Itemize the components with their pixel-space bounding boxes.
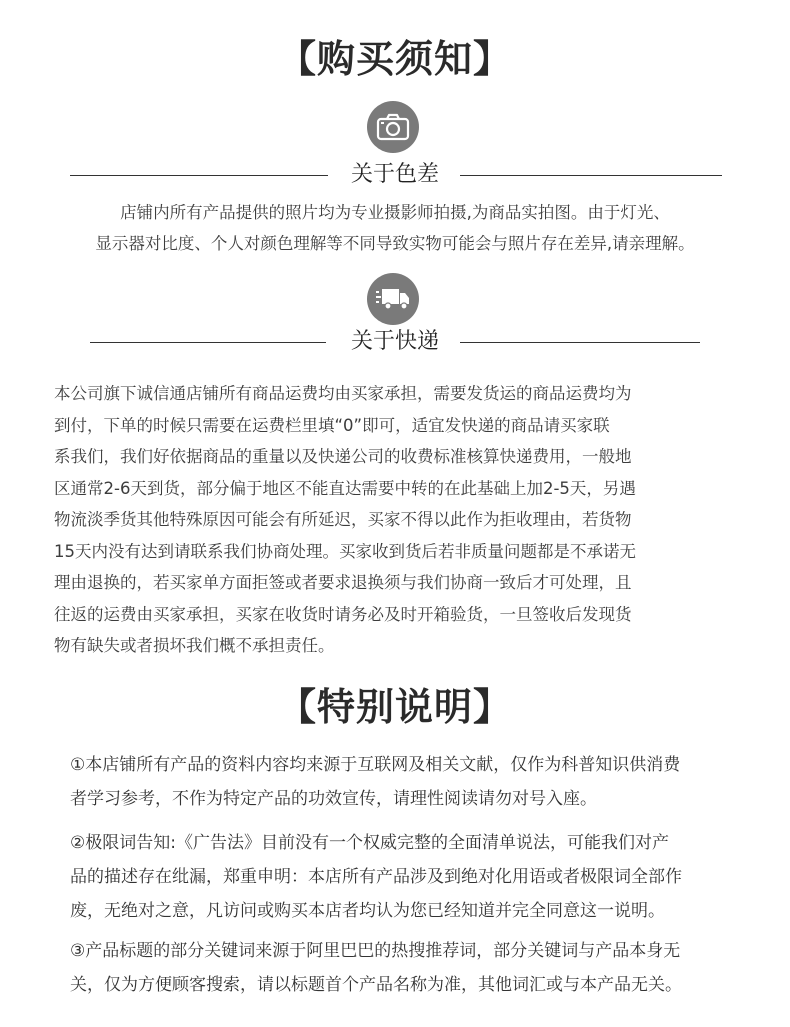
text-line: 品的描述存在纰漏，郑重申明：本店所有产品涉及到绝对化用语或者极限词全部作 <box>70 867 682 887</box>
text-line: 关，仅为方便顾客搜索，请以标题首个产品名称为准，其他词汇或与本产品无关。 <box>70 975 682 995</box>
color-diff-heading-row <box>0 160 790 190</box>
text-line: 到付，下单的时候只需要在运费栏里填“0”即可，适宜发快递的商品请买家联 <box>54 415 610 435</box>
text-line: 理由退换的，若买家单方面拒签或者要求退换须与我们协商一致后才可处理，且 <box>54 573 632 592</box>
text-line: 物有缺失或者损坏我们概不承担责任。 <box>54 636 335 655</box>
text-line: ②极限词告知:《广告法》目前没有一个权威完整的全面清单说法，可能我们对产 <box>70 833 669 853</box>
special-note-2 <box>70 826 750 928</box>
special-notes-title: 【特别说明】 <box>277 685 512 729</box>
text-line: ③产品标题的部分关键词来源于阿里巴巴的热搜推荐词，部分关键词与产品本身无 <box>70 941 681 961</box>
text-line: 15天内没有达到请联系我们协商处理。买家收到货后若非质量问题都是不承诺无 <box>54 541 636 561</box>
special-note-3 <box>70 934 750 1002</box>
divider-right <box>460 175 722 176</box>
express-heading-row <box>0 327 790 357</box>
text-line: 系我们，我们好依据商品的重量以及快递公司的收费标准核算快递费用，一般地 <box>54 447 632 466</box>
text-line: 店铺内所有产品提供的照片均为专业摄影师拍摄,为商品实拍图。由于灯光、 <box>120 203 670 222</box>
text-line: 本公司旗下诚信通店铺所有商品运费均由买家承担，需要发货运的商品运费均为 <box>54 384 632 403</box>
special-note-1 <box>70 748 750 816</box>
text-line: 者学习参考，不作为特定产品的功效宣传，请理性阅读请勿对号入座。 <box>70 789 597 809</box>
text-line: 显示器对比度、个人对颜色理解等不同导致实物可能会与照片存在差异,请亲理解。 <box>95 234 695 253</box>
text-line: 废，无绝对之意，凡访问或购买本店者均认为您已经知道并完全同意这一说明。 <box>70 901 665 921</box>
camera-icon <box>367 101 419 153</box>
delivery-truck-icon <box>367 273 419 325</box>
purchase-notice-title: 【购买须知】 <box>277 37 512 81</box>
text-line: ①本店铺所有产品的资料内容均来源于互联网及相关文献，仅作为科普知识供消费 <box>70 755 681 775</box>
express-heading: 关于快递 <box>350 329 439 354</box>
divider-right <box>460 342 700 343</box>
text-line: 往返的运费由买家承担，买家在收货时请务必及时开箱验货，一旦签收后发现货 <box>54 604 632 624</box>
text-line: 区通常2-6天到货，部分偏于地区不能直达需要中转的在此基础上加2-5天，另遇 <box>54 478 636 498</box>
text-line: 物流淡季货其他特殊原因可能会有所延迟，买家不得以此作为拒收理由，若货物 <box>54 510 632 529</box>
color-diff-text <box>0 197 790 259</box>
color-diff-heading: 关于色差 <box>350 162 439 187</box>
express-text <box>54 378 744 662</box>
